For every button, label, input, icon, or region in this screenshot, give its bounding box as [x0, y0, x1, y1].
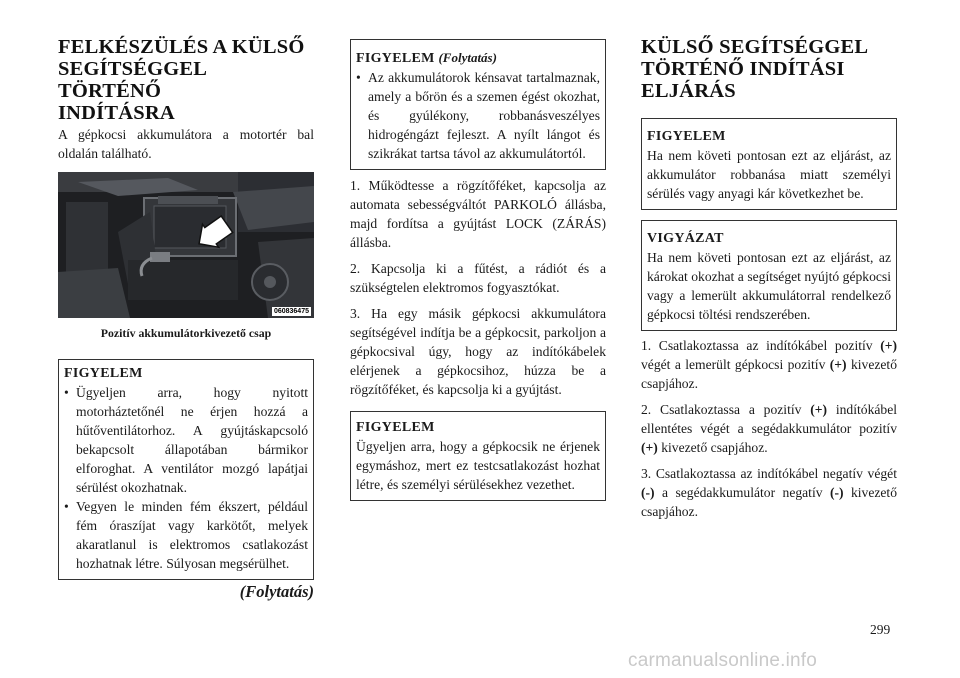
step-1-connect: 1. Csatlakoztassa az indítókábel pozitív (+) végét a lemerült gépkocsi pozitív (+) kivezető csapjához. [641, 338, 897, 391]
step-2-connect: 2. Csatlakoztassa a pozitív (+) indítókábel ellentétes végét a segédakkumulátor pozitív (+) kivezető csapjához. [641, 402, 898, 455]
warning-title: FIGYELEM [356, 420, 435, 435]
warning-item: • Az akkumulátorok kénsavat tartalmaznak, amely a bőrön és a szemen égést okozhat, és gyúlékony, robbanásveszélyes hidrogéngázt fejleszt. A nyílt lángot és szikrákat tartsa távol az akkumulátortól. [356, 68, 600, 163]
warning-text: Ha nem követi pontosan ezt az eljárást, az akkumulátor robbanása miatt személyi sérülés vagy anyagi kár következhet be. [647, 148, 891, 201]
warning-item: • Vegyen le minden fém ékszert, például fém óraszíjat vagy karkötőt, melyek akaratlanul is elektromos csatlakozást hozhatnak létre. Súlyosan megsérülhet. [64, 497, 308, 573]
section-heading-preparation: FELKÉSZÜLÉS A KÜLSŐ SEGÍTSÉGGEL TÖRTÉNŐ INDÍTÁSRA [58, 36, 305, 124]
warning-item: • Ügyeljen arra, hogy nyitott motorháztetőnél ne érjen hozzá a hűtőventilátorhoz. A gyújtáskapcsoló bekapcsolt állapotában bármikor elforoghat. A ventilátor mozgó lapátjai sérülést okozhatnak. [64, 383, 308, 497]
intro-paragraph: A gépkocsi akkumulátora a motortér bal oldalán található. [58, 127, 314, 161]
page-number: 299 [870, 622, 891, 637]
watermark: carmanualsonline.info [628, 650, 818, 671]
warning-subtitle: (Folytatás) [438, 50, 497, 65]
photo-caption: Pozitív akkumulátorkivezető csap [100, 326, 272, 340]
warning-text: Ügyeljen arra, hogy a gépkocsik ne érjenek egymáshoz, mert ez testcsatlakozást hozhat létre, és személyi sérülésekhez vezethet. [356, 439, 600, 492]
warning-box-contact [350, 411, 606, 501]
section-heading-procedure: KÜLSŐ SEGÍTSÉGGEL TÖRTÉNŐ INDÍTÁSI ELJÁRÁS [641, 36, 869, 102]
warning-title: FIGYELEM (Folytatás) [356, 50, 497, 66]
step-1: 1. Működtesse a rögzítőféket, kapcsolja az automata sebességváltót PARKOLÓ állásba, majd fordítsa a gyújtást LOCK (ZÁRÁS) állásba. [350, 178, 606, 250]
step-2: 2. Kapcsolja ki a fűtést, a rádiót és a szükségtelen elektromos fogyasztókat. [350, 261, 606, 295]
step-3: 3. Ha egy másik gépkocsi akkumulátora segítségével indítja be a gépkocsit, parkoljon a gépkocsival úgy, hogy az indítókábelek elérjenek a gépkocsihoz, húzza be a rögzítőféket, és kapcsolja ki a gyújtást. [350, 306, 606, 397]
middle-column [350, 36, 606, 501]
caution-title: VIGYÁZAT [647, 231, 724, 246]
warning-title: FIGYELEM [647, 129, 726, 144]
left-column [58, 36, 314, 602]
warning-box-acid [350, 39, 606, 170]
battery-photo [58, 172, 314, 318]
warning-box-explosion [641, 118, 897, 210]
continued-label: (Folytatás) [239, 582, 314, 601]
right-column [641, 36, 897, 521]
step-3-connect: 3. Csatlakoztassa az indítókábel negatív végét (-) a segédakkumulátor negatív (-) kivezető csapjához. [641, 466, 898, 519]
warning-title: FIGYELEM [64, 366, 143, 381]
warning-box-fan [58, 359, 314, 580]
caution-box [641, 220, 897, 331]
photo-code: 060836475 [273, 308, 309, 315]
caution-text: Ha nem követi pontosan ezt az eljárást, az károkat okozhat a segítséget nyújtó gépkocsi vagy a lemerült akkumulátorral rendelkező gépkocsi töltési rendszerében. [647, 250, 891, 322]
